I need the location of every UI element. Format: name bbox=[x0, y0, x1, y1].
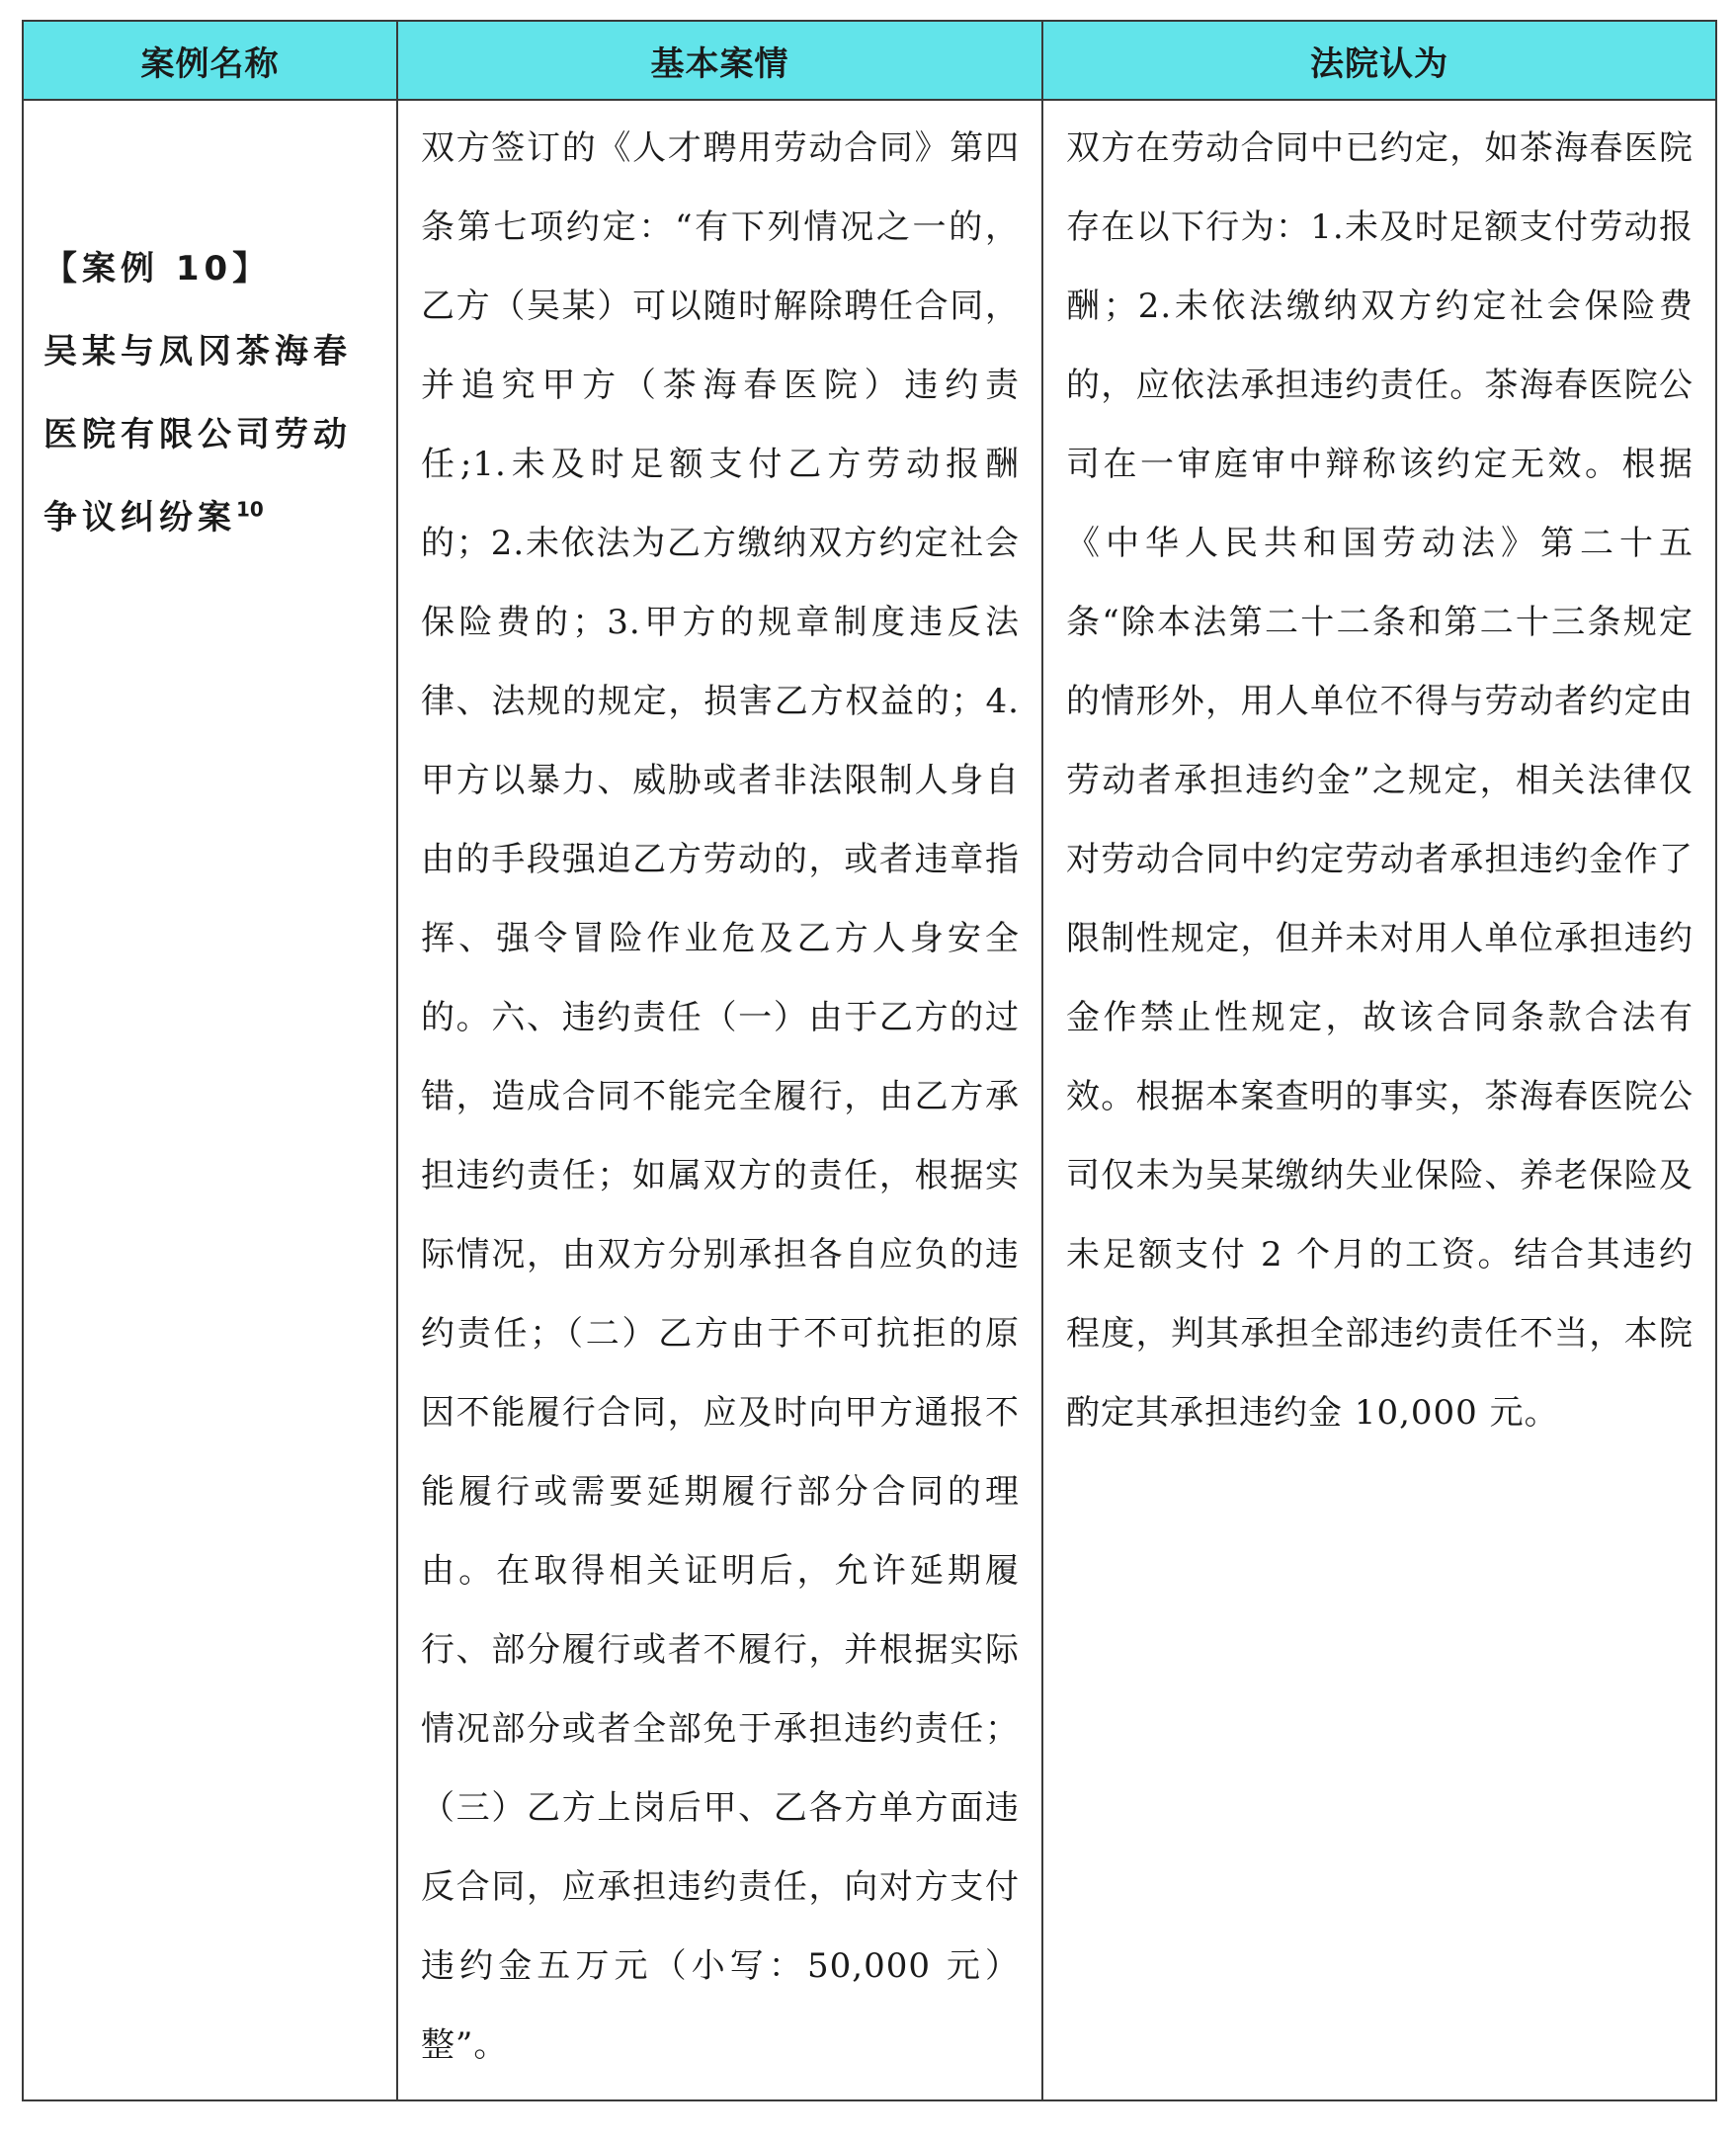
table-row bbox=[23, 100, 1716, 2100]
court-opinion-text: 双方在劳动合同中已约定，如茶海春医院存在以下行为：1.未及时足额支付劳动报酬；2.未依法缴纳双方约定社会保险费的，应依法承担违约责任。茶海春医院公司在一审庭审中辩称该约定无效。根据《中华人民共和国劳动法》第二十五条“除本法第二十二条和第二十三条规定的情形外，用人单位不得与劳动者约定由劳动者承担违约金”之规定，相关法律仅对劳动合同中约定劳动者承担违约金作了限制性规定，但并未对用人单位承担违约金作禁止性规定，故该合同条款合法有效。根据本案查明的事实，茶海春医院公司仅未为吴某缴纳失业保险、养老保险及未足额支付 2 个月的工资。结合其违约程度，判其承担全部违约责任不当，本院酌定其承担违约金 10,000 元。 bbox=[1066, 128, 1694, 1433]
case-title bbox=[43, 310, 378, 559]
case-label: 【案例 10】 bbox=[43, 249, 272, 288]
case-table bbox=[22, 20, 1717, 2101]
header-basic-facts: 基本案情 bbox=[397, 21, 1042, 100]
header-court-opinion: 法院认为 bbox=[1042, 21, 1716, 100]
case-title-text: 吴某与凤冈茶海春医院有限公司劳动争议纠纷案 bbox=[43, 332, 352, 537]
basic-facts-text: 双方签订的《人才聘用劳动合同》第四条第七项约定：“有下列情况之一的，乙方（吴某）可以随时解除聘任合同，并追究甲方（茶海春医院）违约责任;1.未及时足额支付乙方劳动报酬的；2.未依法为乙方缴纳双方约定社会保险费的；3.甲方的规章制度违反法律、法规的规定，损害乙方权益的；4.甲方以暴力、威胁或者非法限制人身自由的手段强迫乙方劳动的，或者违章指挥、强令冒险作业危及乙方人身安全的。六、违约责任（一）由于乙方的过错，造成合同不能完全履行，由乙方承担违约责任；如属双方的责任，根据实际情况，由双方分别承担各自应负的违约责任；（二）乙方由于不可抗拒的原因不能履行合同，应及时向甲方通报不能履行或需要延期履行部分合同的理由。在取得相关证明后，允许延期履行、部分履行或者不履行，并根据实际情况部分或者全部免于承担违约责任；（三）乙方上岗后甲、乙各方单方面违反合同，应承担违约责任，向对方支付违约金五万元（小写：50,000 元）整”。 bbox=[421, 128, 1020, 2065]
footnote-ref: 10 bbox=[236, 497, 264, 522]
case-name-cell bbox=[23, 100, 397, 2100]
basic-facts-cell bbox=[397, 100, 1042, 2100]
court-opinion-cell bbox=[1042, 100, 1716, 2100]
header-case-name: 案例名称 bbox=[23, 21, 397, 100]
table-header-row bbox=[23, 21, 1716, 100]
case-name-block bbox=[24, 101, 396, 559]
